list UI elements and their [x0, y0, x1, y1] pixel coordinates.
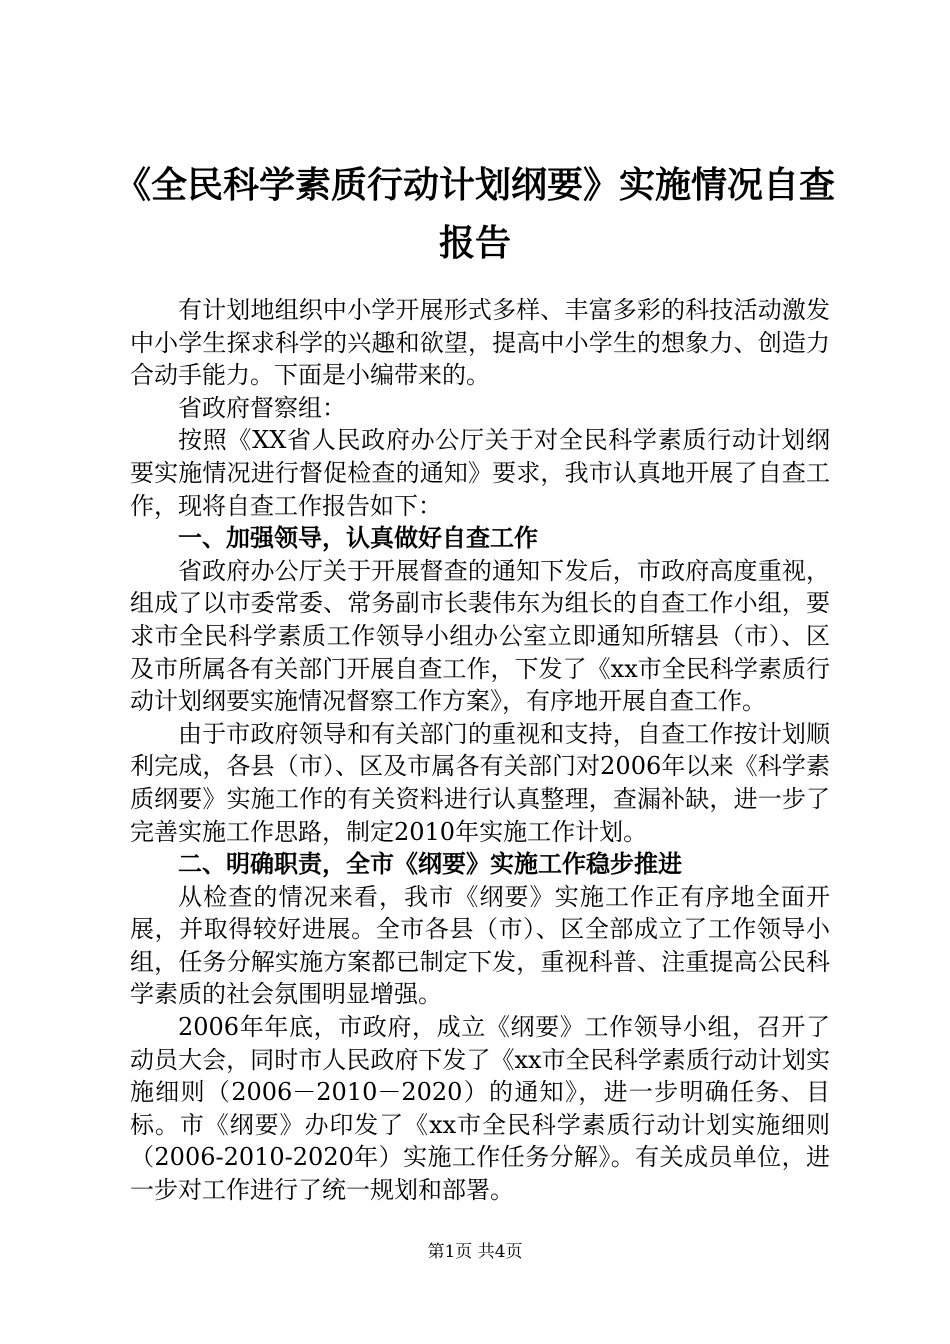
document-body — [130, 294, 830, 1207]
body-paragraph: 省政府办公厅关于开展督查的通知下发后，市政府高度重视，组成了以市委常委、常务副市长裴伟东为组长的自查工作小组，要求市全民科学素质工作领导小组办公室立即通知所辖县（市）、区及市所属各有关部门开展自查工作，下发了《xx市全民科学素质行动计划纲要实施情况督察工作方案》，有序地开展自查工作。 — [130, 556, 830, 716]
body-paragraph: 2006年年底，市政府，成立《纲要》工作领导小组，召开了动员大会，同时市人民政府下发了《xx市全民科学素质行动计划实施细则（2006－2010－2020）的通知》，进一步明确任务、目标。市《纲要》办印发了《xx市全民科学素质行动计划实施细则（2006-2010-2020年）实施工作任务分解》。有关成员单位，进一步对工作进行了统一规划和部署。 — [130, 1013, 830, 1205]
section-heading-2: 二、明确职责，全市《纲要》实施工作稳步推进 — [178, 849, 682, 879]
intro-paragraph: 有计划地组织中小学开展形式多样、丰富多彩的科技活动激发中小学生探求科学的兴趣和欲望，提高中小学生的想象力、创造力合动手能力。下面是小编带来的。 — [130, 296, 830, 390]
section-heading-1: 一、加强领导，认真做好自查工作 — [178, 523, 538, 553]
title-line-1: 《全民科学素质行动计划纲要》实施情况自查 — [114, 164, 835, 206]
body-paragraph: 从检查的情况来看，我市《纲要》实施工作正有序地全面开展，并取得较好进展。全市各县（市）、区全部成立了工作领导小组，任务分解实施方案都已制定下发，重视科普、注重提高公民科学素质的社会氛围明显增强。 — [130, 882, 830, 1009]
document-title — [100, 156, 850, 272]
title-line-2: 报告 — [438, 222, 511, 264]
opening-paragraph: 按照《XX省人民政府办公厅关于对全民科学素质行动计划纲要实施情况进行督促检查的通知》要求，我市认真地开展了自查工作，现将自查工作报告如下： — [130, 426, 830, 520]
salutation: 省政府督察组： — [178, 393, 346, 422]
body-paragraph: 由于市政府领导和有关部门的重视和支持，自查工作按计划顺利完成，各县（市）、区及市属各有关部门对2006年以来《科学素质纲要》实施工作的有关资料进行认真整理，查漏补缺，进一步了完善实施工作思路，制定2010年实施工作计划。 — [130, 719, 830, 846]
page-number-footer: 第1页 共4页 — [427, 1242, 523, 1262]
